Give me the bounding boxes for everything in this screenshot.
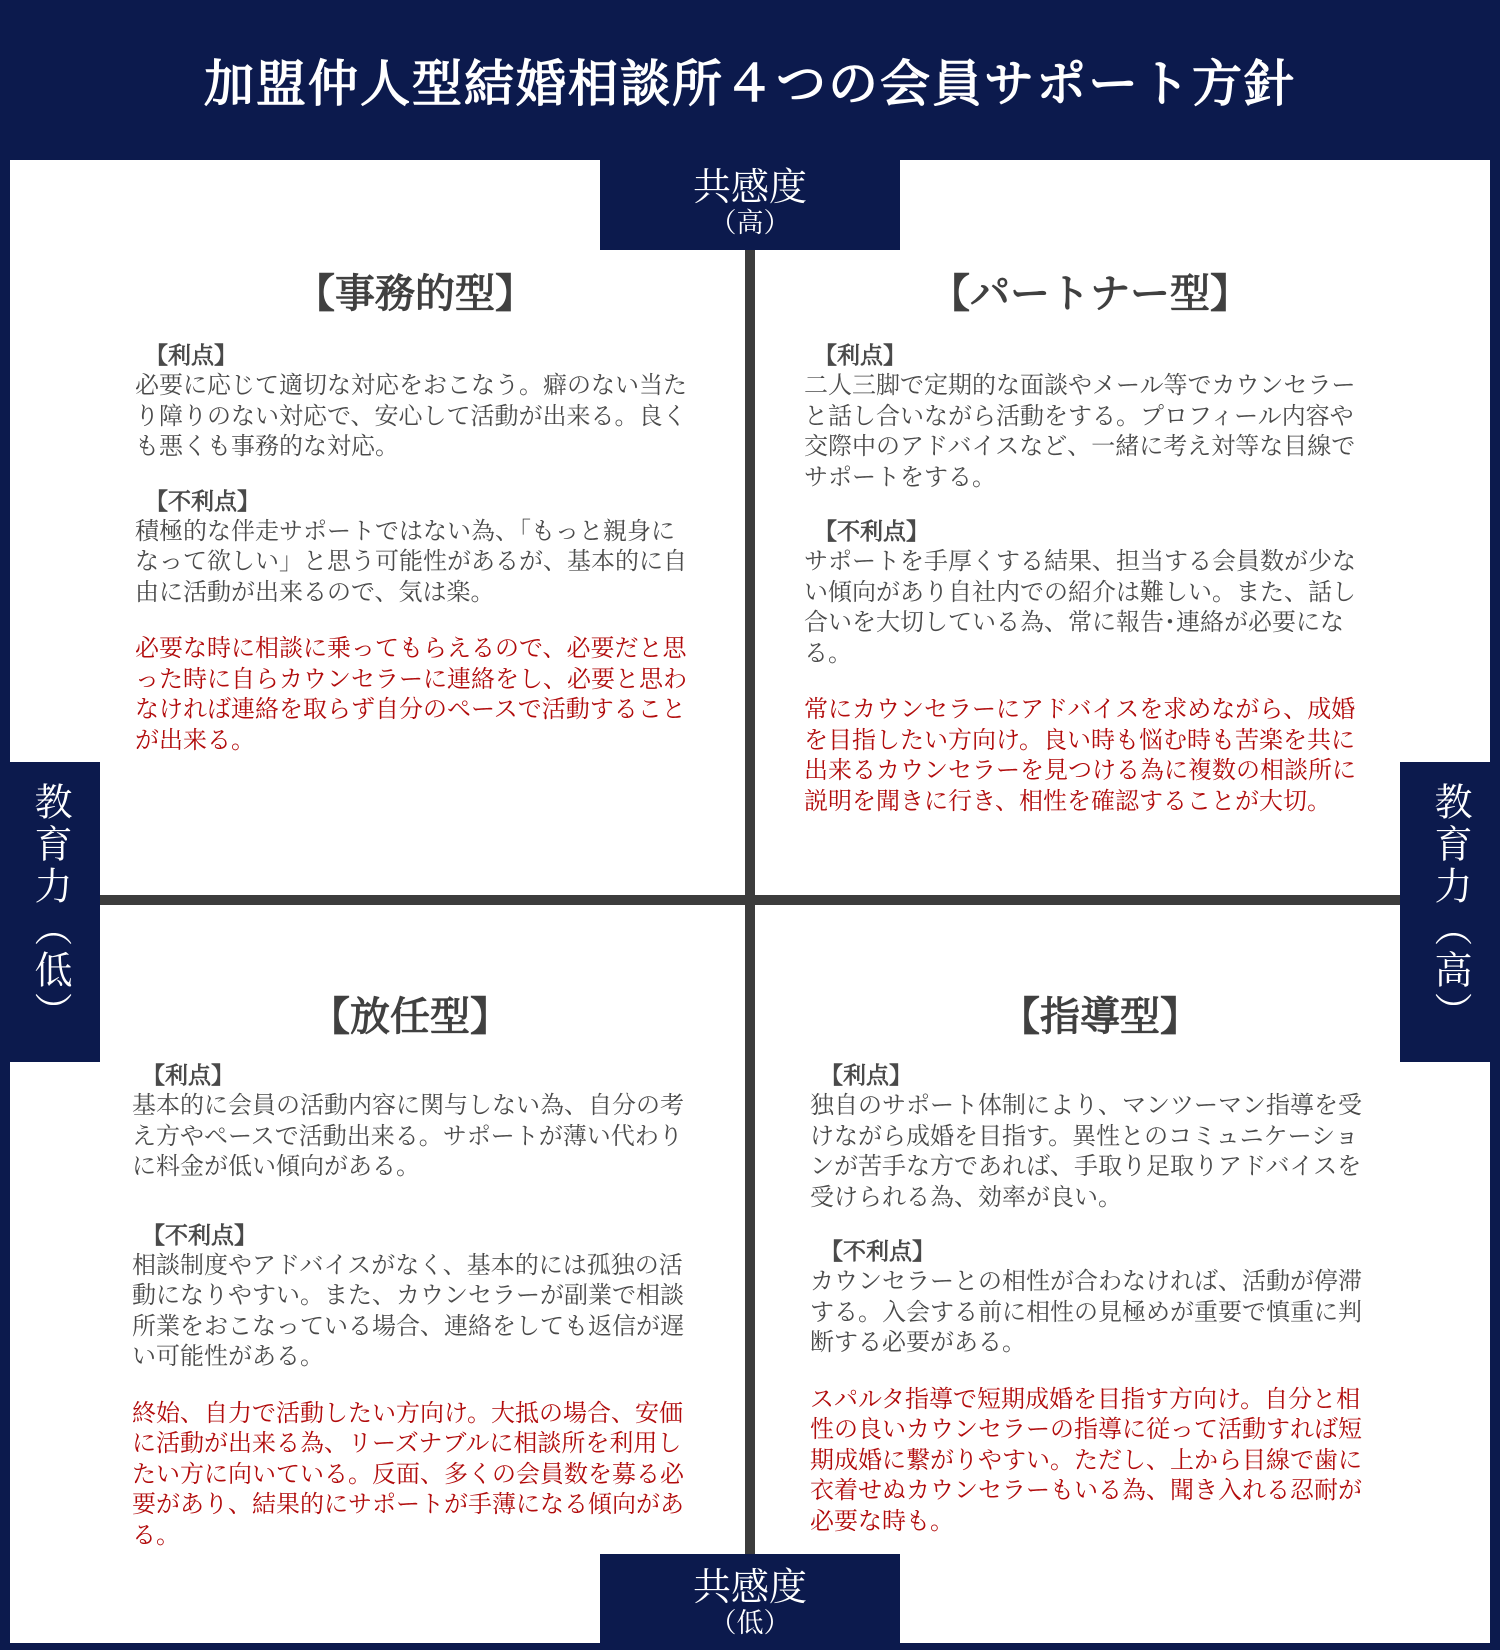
quadrant-body-top-left [135, 342, 695, 755]
merit-text: 二人三脚で定期的な面談やメール等でカウンセラーと話し合いながら活動をする。プロフィール内容や交際中のアドバイスなど、一緒に考え対等な目線でサポートをする。 [804, 371, 1356, 491]
quadrant-body-bottom-left [132, 1062, 692, 1550]
quadrant-body-top-right [804, 342, 1364, 816]
demerit-label: 【不利点】 [142, 1222, 257, 1249]
merit-text: 基本的に会員の活動内容に関与しない為、自分の考え方やペースで活動出来る。サポートが薄い代わりに料金が低い傾向がある。 [132, 1091, 684, 1180]
recommendation-note: 終始、自力で活動したい方向け。大抵の場合、安価に活動が出来る為、リーズナブルに相談所を利用したい方に向いている。反面、多くの会員数を募る必要があり、結果的にサポートが手薄になる傾向がある。 [132, 1398, 684, 1549]
quadrant-title-top-left: 【事務的型】 [295, 271, 535, 317]
axis-top-label [600, 160, 900, 250]
merit-label: 【利点】 [820, 1063, 912, 1089]
page-title: 加盟仲人型結婚相談所４つの会員サポート方針 [204, 55, 1296, 113]
axis-top-sub: （高） [709, 208, 791, 239]
axis-right-text: 教育力（高） [1428, 782, 1472, 1034]
axis-bottom-label [600, 1554, 900, 1650]
quadrant-body-bottom-right [810, 1062, 1370, 1536]
recommendation-note: 必要な時に相談に乗ってもらえるので、必要だと思った時に自らカウンセラーに連絡をし、必要と思わなければ連絡を取らず自分のペースで活動することが出来る。 [135, 634, 687, 754]
quadrant-title-top-right: 【パートナー型】 [930, 271, 1250, 317]
demerit-label: 【不利点】 [814, 519, 929, 545]
recommendation-note: スパルタ指導で短期成婚を目指す方向け。自分と相性の良いカウンセラーの指導に従って活動すれば短期成婚に繋がりやすい。ただし、上から目線で歯に衣着せぬカウンセラーもいる為、聞き入れる忍耐が必要な時も。 [810, 1384, 1362, 1535]
merit-text: 独自のサポート体制により、マンツーマン指導を受けながら成婚を目指す。異性とのコミュニケーションが苦手な方であれば、手取り足取りアドバイスを受けられる為、効率が良い。 [810, 1091, 1362, 1211]
demerit-text: カウンセラーとの相性が合わなければ、活動が停滞する。入会する前に相性の見極めが重要で慎重に判断する必要がある。 [810, 1267, 1362, 1356]
recommendation-note: 常にカウンセラーにアドバイスを求めながら、成婚を目指したい方向け。良い時も悩む時も苦楽を共に出来るカウンセラーを見つける為に複数の相談所に説明を聞きに行き、相性を確認することが大切。 [804, 695, 1356, 815]
demerit-text: 積極的な伴走サポートではない為、「もっと親身になって欲しい」と思う可能性があるが、基本的に自由に活動が出来るので、気は楽。 [135, 516, 687, 606]
merit-text: 必要に応じて適切な対応をおこなう。癖のない当たり障りのない対応で、安心して活動が出来る。良くも悪くも事務的な対応。 [135, 371, 687, 460]
axis-bottom-sub: （低） [709, 1608, 791, 1639]
axis-right-label [1400, 762, 1500, 1062]
quadrant-title-bottom-left: 【放任型】 [310, 994, 510, 1040]
axis-left-text: 教育力（低） [28, 782, 72, 1034]
horizontal-axis-divider [100, 895, 1400, 905]
merit-label: 【利点】 [145, 343, 237, 369]
demerit-label: 【不利点】 [820, 1239, 935, 1265]
quadrant-title-bottom-right: 【指導型】 [1000, 994, 1200, 1040]
merit-label: 【利点】 [814, 343, 906, 369]
demerit-text: サポートを手厚くする結果、担当する会員数が少ない傾向があり自社内での紹介は難しい。また、話し合いを大切している為、常に報告･連絡が必要になる。 [804, 547, 1356, 667]
demerit-text: 相談制度やアドバイスがなく、基本的には孤独の活動になりやすい。また、カウンセラーが副業で相談所業をおこなっている場合、連絡をしても返信が遅い可能性がある。 [132, 1250, 684, 1370]
demerit-label: 【不利点】 [145, 488, 260, 515]
axis-left-label [0, 762, 100, 1062]
merit-label: 【利点】 [142, 1063, 234, 1089]
axis-top-main: 共感度 [692, 165, 807, 209]
axis-bottom-main: 共感度 [692, 1565, 807, 1609]
